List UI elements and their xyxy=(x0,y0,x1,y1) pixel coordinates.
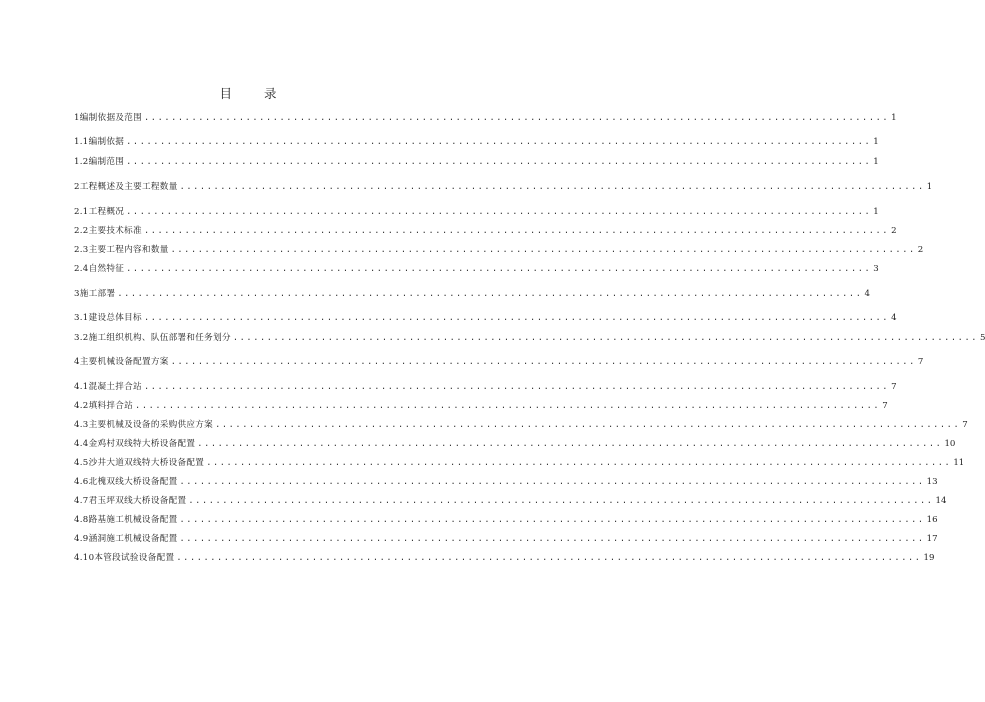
toc-entry[interactable] xyxy=(74,262,879,276)
dot-leader: .............................................................................................................. xyxy=(179,477,925,487)
dot-leader: .............................................................................................................. xyxy=(206,458,952,468)
toc-entry-label: 3.1建设总体目标 xyxy=(74,313,142,323)
toc-entry-page: 2 xyxy=(917,245,924,255)
toc-entry-label: 4.9涵洞施工机械设备配置 xyxy=(74,534,178,544)
toc-entry-label: 3施工部署 xyxy=(74,289,116,299)
dot-leader: .............................................................................................................. xyxy=(143,313,890,323)
toc-entry-label: 1.2编制范围 xyxy=(74,157,125,167)
toc-entry-label: 2.3主要工程内容和数量 xyxy=(74,245,169,255)
toc-entry[interactable] xyxy=(74,456,965,470)
toc-entry-page: 1 xyxy=(926,182,933,192)
toc-entry-page: 4 xyxy=(864,289,870,299)
toc-entry-label: 4.8路基施工机械设备配置 xyxy=(74,515,178,525)
toc-entry[interactable] xyxy=(74,475,938,489)
toc-entry-label: 4.2填料拌合站 xyxy=(74,401,134,411)
toc-entry-label: 2.1工程概况 xyxy=(74,207,125,217)
toc-entry[interactable] xyxy=(74,155,879,169)
toc-entry-page: 1 xyxy=(891,113,897,123)
dot-leader: .............................................................................................................. xyxy=(117,289,863,299)
dot-leader: .............................................................................................................. xyxy=(170,245,916,255)
toc-entry[interactable] xyxy=(74,399,888,413)
toc-entry-page: 3 xyxy=(873,264,879,274)
dot-leader: .............................................................................................................. xyxy=(179,534,925,544)
toc-entry-page: 7 xyxy=(891,382,897,392)
toc-entry[interactable] xyxy=(74,135,879,149)
dot-leader: .............................................................................................................. xyxy=(126,157,872,167)
toc-entry[interactable] xyxy=(74,243,924,257)
dot-leader: .............................................................................................................. xyxy=(179,515,925,525)
dot-leader: .............................................................................................................. xyxy=(215,420,961,430)
toc-entry-label: 4主要机械设备配置方案 xyxy=(74,357,169,367)
toc-entry[interactable] xyxy=(74,111,897,125)
dot-leader: .............................................................................................................. xyxy=(176,553,922,563)
toc-entry[interactable] xyxy=(74,180,933,194)
dot-leader: .............................................................................................................. xyxy=(143,382,890,392)
toc-entry[interactable] xyxy=(74,224,897,238)
toc-entry-label: 3.2施工组织机构、队伍部署和任务划分 xyxy=(74,333,231,343)
toc-entry[interactable] xyxy=(74,287,870,301)
toc-entry-page: 10 xyxy=(944,439,956,449)
toc-entry-page: 7 xyxy=(962,420,968,430)
toc-entry-page: 1 xyxy=(873,157,879,167)
toc-entry-page: 1 xyxy=(873,207,879,217)
dot-leader: .............................................................................................................. xyxy=(126,264,872,274)
dot-leader: .............................................................................................................. xyxy=(144,113,890,123)
toc-entry-label: 1编制依据及范围 xyxy=(74,113,143,123)
toc-entry-page: 1 xyxy=(873,137,879,147)
toc-entry[interactable] xyxy=(74,437,956,451)
toc-entry-label: 4.6北槐双线大桥设备配置 xyxy=(74,477,178,487)
dot-leader: .............................................................................................................. xyxy=(188,496,934,506)
dot-leader: .............................................................................................................. xyxy=(197,439,943,449)
dot-leader: .............................................................................................................. xyxy=(135,401,881,411)
toc-title: 目 录 xyxy=(219,86,291,101)
toc-entry-label: 1.1编制依据 xyxy=(74,137,125,147)
toc-entry[interactable] xyxy=(74,494,947,508)
toc-entry-page: 13 xyxy=(926,477,938,487)
toc-entry-label: 2.4自然特征 xyxy=(74,264,125,274)
dot-leader: .............................................................................................................. xyxy=(179,182,925,192)
toc-entry-page: 11 xyxy=(953,458,965,468)
dot-leader: .............................................................................................................. xyxy=(170,357,916,367)
toc-entry-page: 17 xyxy=(926,534,938,544)
toc-entry[interactable] xyxy=(74,513,938,527)
toc-entry[interactable] xyxy=(74,355,924,369)
toc-entry-page: 4 xyxy=(891,313,897,323)
toc-entry-label: 4.3主要机械及设备的采购供应方案 xyxy=(74,420,214,430)
dot-leader: .............................................................................................................. xyxy=(126,207,872,217)
toc-entry-page: 2 xyxy=(891,226,897,236)
toc-entry[interactable] xyxy=(74,551,935,565)
toc-entry[interactable] xyxy=(74,205,879,219)
toc-entry-page: 19 xyxy=(923,553,935,563)
toc-entry[interactable] xyxy=(74,532,938,546)
toc-entry-label: 4.10本管段试验设备配置 xyxy=(74,553,175,563)
toc-entry-label: 4.5沙井大道双线特大桥设备配置 xyxy=(74,458,205,468)
toc-entry-label: 2.2主要技术标准 xyxy=(74,226,142,236)
toc-entry-label: 4.1混凝土拌合站 xyxy=(74,382,142,392)
toc-entry-page: 14 xyxy=(935,496,947,506)
toc-entry[interactable] xyxy=(74,380,897,394)
toc-entry[interactable] xyxy=(74,311,897,325)
dot-leader: .............................................................................................................. xyxy=(126,137,872,147)
dot-leader: .............................................................................................................. xyxy=(143,226,890,236)
dot-leader: .............................................................................................................. xyxy=(232,333,979,343)
toc-entry-label: 2工程概述及主要工程数量 xyxy=(74,182,178,192)
toc-entry-page: 7 xyxy=(917,357,924,367)
toc-entry-label: 4.7君玉坪双线大桥设备配置 xyxy=(74,496,187,506)
toc-entry-page: 7 xyxy=(882,401,888,411)
toc-entry-page: 16 xyxy=(926,515,938,525)
toc-entry[interactable] xyxy=(74,418,968,432)
toc-entry-page: 5 xyxy=(980,333,985,343)
toc-entry[interactable] xyxy=(74,331,985,345)
toc-entry-label: 4.4金鸡村双线特大桥设备配置 xyxy=(74,439,196,449)
